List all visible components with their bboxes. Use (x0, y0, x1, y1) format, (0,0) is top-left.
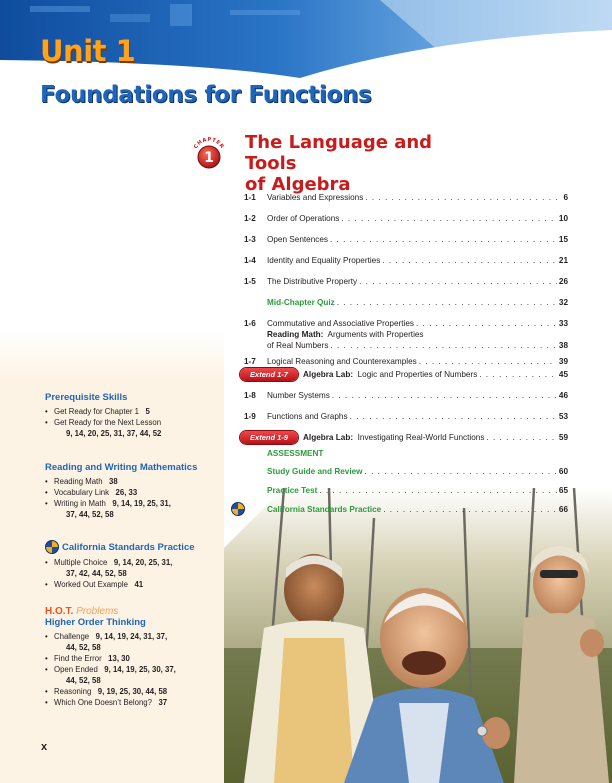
list-item: • Find the Error 13, 30 (45, 653, 223, 664)
extend-tag: Extend 1-7 (240, 368, 298, 381)
list-item: • Vocabulary Link 26, 33 (45, 487, 223, 498)
prereq-section (45, 392, 223, 439)
list-item: • Reading Math 38 (45, 476, 223, 487)
chapter-number: 1 (204, 150, 214, 166)
list-item: • Writing in Math 9, 14, 19, 25, 31, 37, 44, 52, 58 (45, 498, 223, 520)
csp-section (45, 540, 223, 590)
prereq-heading: Prerequisite Skills (45, 392, 128, 403)
page-number: x (41, 741, 48, 753)
sidebar-fade (0, 330, 224, 380)
extend-tag: Extend 1-9 (240, 431, 298, 444)
swing-ride-photo (224, 488, 612, 783)
list-item: • Open Ended 9, 14, 19, 25, 30, 37, 44, 52, 58 (45, 664, 223, 686)
list-item: • Challenge 9, 14, 19, 24, 31, 37, 44, 52, 58 (45, 631, 223, 653)
chapter-word: CHAPTER (192, 136, 226, 151)
globe-icon (45, 540, 59, 554)
chapter-number-icon (187, 131, 231, 175)
hot-logo: H.O.T. Problems (45, 606, 119, 617)
chapter-title: The Language and Tools of Algebra (245, 132, 433, 195)
globe-icon (231, 502, 245, 516)
list-item: • Get Ready for the Next Lesson 9, 14, 20, 25, 31, 37, 44, 52 (45, 417, 223, 439)
reading-heading: Reading and Writing Mathematics (45, 462, 198, 473)
chapter-badge (187, 131, 231, 175)
list-item: • Worked Out Example 41 (45, 579, 223, 590)
list-item: • Reasoning 9, 19, 25, 30, 44, 58 (45, 686, 223, 697)
hot-section (45, 606, 223, 708)
reading-section (45, 462, 223, 520)
hot-heading: Higher Order Thinking (45, 617, 146, 628)
csp-heading: California Standards Practice (45, 540, 223, 554)
unit-title: Unit 1 (40, 34, 136, 68)
list-item: • Get Ready for Chapter 1 5 (45, 406, 223, 417)
list-item: • Which One Doesn’t Belong? 37 (45, 697, 223, 708)
unit-subtitle: Foundations for Functions (40, 82, 372, 108)
list-item: • Multiple Choice 9, 14, 20, 25, 31, 37, 42, 44, 52, 58 (45, 557, 223, 579)
chapter-photo (224, 488, 612, 783)
